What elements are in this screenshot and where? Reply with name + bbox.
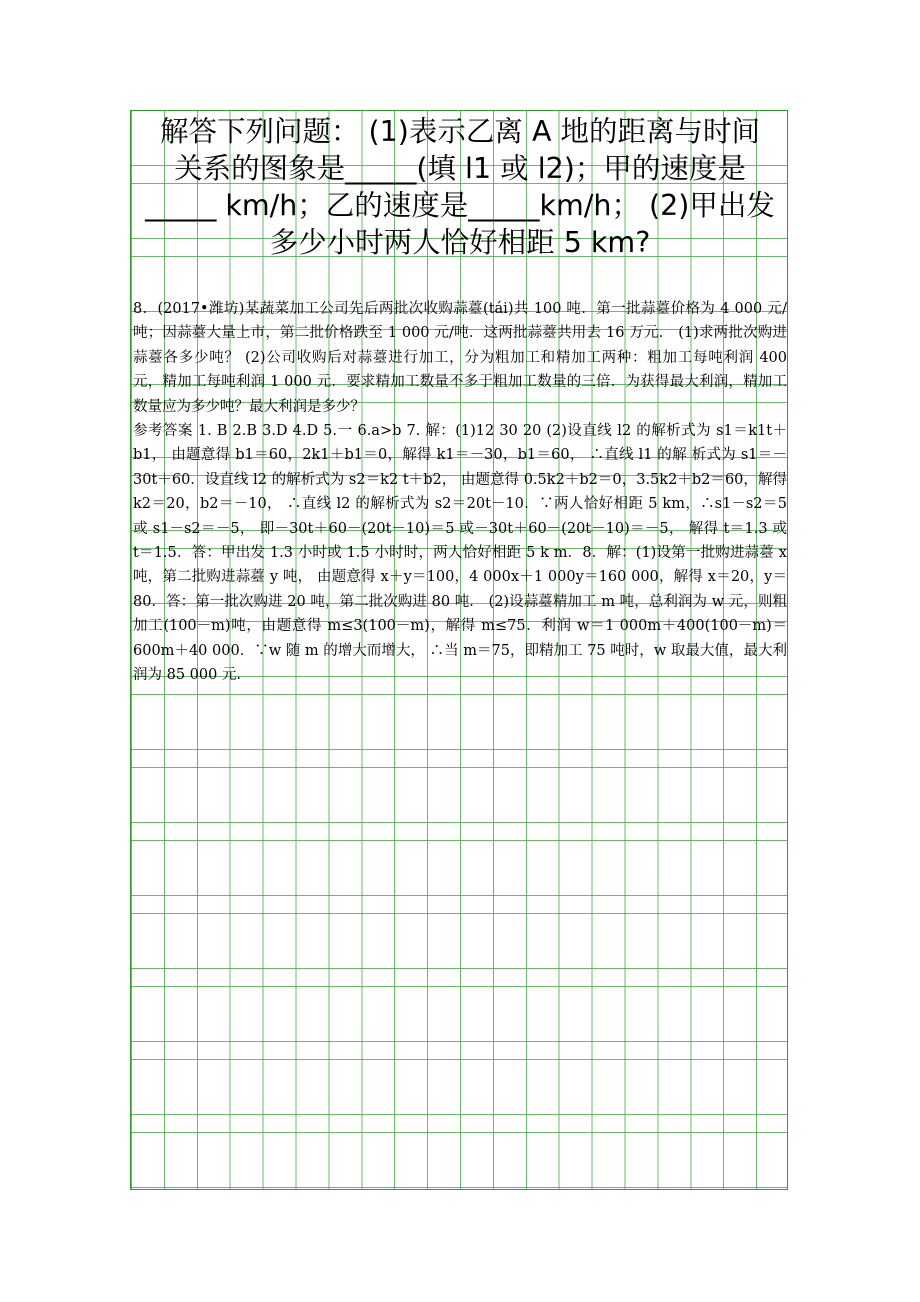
body-text bbox=[133, 297, 787, 688]
header-line-1: 解答下列问题： (1)表示乙离 A 地的距离与时间 bbox=[159, 115, 761, 148]
header-line-4: 多少小时两人恰好相距 5 km? bbox=[269, 226, 651, 259]
header-line-3: _____ km/h；乙的速度是_____km/h； (2)甲出发 bbox=[145, 189, 775, 222]
header-line-2: 关系的图象是_____(填 l1 或 l2)；甲的速度是 bbox=[174, 152, 746, 185]
grid-paper-page bbox=[130, 110, 788, 1190]
question-8-text: 8．(2017•潍坊)某蔬菜加工公司先后两批次收购蒜薹(tái)共 100 吨．第一批蒜薹价格为 4 000 元/吨；因蒜薹大量上市，第二批价格跌至 1 000 元/吨．这两批蒜薹共用去 16 万元． (1)求两批次购进蒜薹各多少吨？ (2)公司收购后对蒜薹进行加工，分为粗加工和精加工两种：粗加工每吨利润 400 元，精加工每吨利润 1 000 元．要求精加工数量不多于粗加工数量的三倍．为获得最大利润，精加工数量应为多少吨？最大利润是多少？ bbox=[133, 301, 787, 415]
question-7-continuation bbox=[131, 113, 789, 261]
answer-key-text: 参考答案 1. B 2.B 3.D 4.D 5.一 6.a>b 7. 解：(1)12 30 20 (2)设直线 l2 的解析式为 s1＝k1t＋b1， 由题意得 b1＝60，2k1＋b1＝0，解得 k1＝－30，b1＝60， ∴直线 l1 的解 析式为 s1＝－30t＋60．设直线 l2 的解析式为 s2＝k2 t＋b2， 由题意得 0.5k2＋b2＝0，3.5k2＋b2＝60，解得 k2＝20，b2＝－10， ∴直线 l2 的解析式为 s2＝20t－10．∵两人恰好相距 5 km，∴s1－s2＝5 或 s1－s2＝－5， 即－30t＋60－(20t－10)＝5 或－30t＋60－(20t－10)＝－5， 解得 t＝1.3 或 t＝1.5．答：甲出发 1.3 小时或 1.5 小时时，两人恰好相距 5 k m．8．解：(1)设第一批购进蒜薹 x 吨，第二批购进蒜薹 y 吨， 由题意得 x＋y＝100，4 000x＋1 000y＝160 000，解得 x＝20，y＝80．答：第一批次购进 20 吨，第二批次购进 80 吨． (2)设蒜薹精加工 m 吨，总利润为 w 元，则粗加工(100－m)吨，由题意得 m≤3(100－m)，解得 m≤75．利润 w＝1 000m＋400(100－m)＝600m＋40 000．∵w 随 m 的增大而增大， ∴当 m＝75，即精加工 75 吨时，w 取最大值，最大利润为 85 000 元． bbox=[133, 423, 787, 684]
